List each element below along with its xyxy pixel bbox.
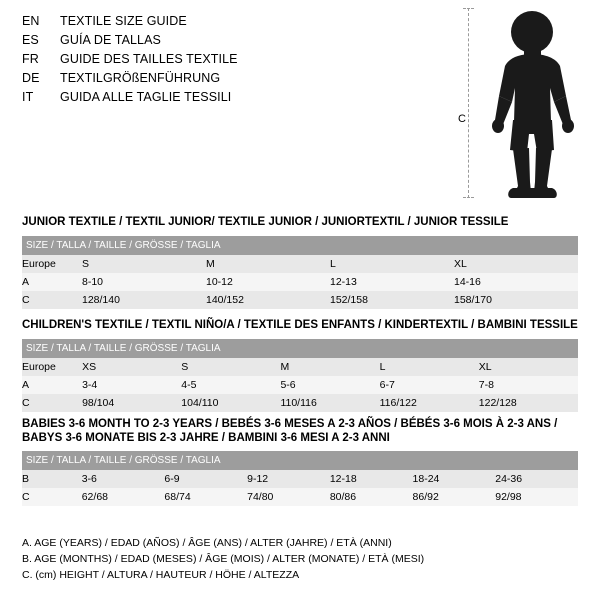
table-row (22, 255, 578, 273)
table-cell: 12-18 (330, 470, 413, 488)
table-cell: XS (82, 358, 181, 376)
language-title: GUIDA ALLE TAGLIE TESSILI (60, 90, 232, 104)
table-cell: 74/80 (247, 488, 330, 506)
measure-dashed-line (468, 8, 469, 198)
language-code: IT (22, 90, 34, 104)
table-cell: 6-7 (380, 376, 479, 394)
row-label: A (22, 273, 82, 291)
footnote-a: A. AGE (YEARS) / EDAD (AÑOS) / ÂGE (ANS) / ALTER (JAHRE) / ETÀ (ANNI) (22, 537, 392, 549)
table-cell: S (82, 255, 206, 273)
table-cell: L (330, 255, 454, 273)
language-title: TEXTILGRÖßENFÜHRUNG (60, 71, 221, 85)
table-cell: 10-12 (206, 273, 330, 291)
children-size-table (22, 339, 578, 412)
table-cell: 98/104 (82, 394, 181, 412)
language-title: GUIDE DES TAILLES TEXTILE (60, 52, 238, 66)
table-cell: 6-9 (164, 470, 247, 488)
section-title-babies (22, 417, 557, 445)
table-header-row (22, 339, 578, 358)
table-cell: 68/74 (164, 488, 247, 506)
language-code: ES (22, 33, 39, 47)
table-cell: 80/86 (330, 488, 413, 506)
language-row (22, 33, 442, 52)
table-row (22, 358, 578, 376)
language-title-block (22, 14, 442, 109)
language-title: TEXTILE SIZE GUIDE (60, 14, 187, 28)
language-title: GUÍA DE TALLAS (60, 33, 161, 47)
table-row (22, 470, 578, 488)
row-label: Europe (22, 358, 82, 376)
language-code: DE (22, 71, 40, 85)
table-cell: 152/158 (330, 291, 454, 309)
table-cell: M (280, 358, 379, 376)
table-cell: 62/68 (82, 488, 165, 506)
language-row (22, 52, 442, 71)
row-label: Europe (22, 255, 82, 273)
table-cell: M (206, 255, 330, 273)
table-cell: 4-5 (181, 376, 280, 394)
section-title-babies-line1: BABIES 3-6 MONTH TO 2-3 YEARS / BEBÉS 3-6 MESES A 2-3 AÑOS / BÉBÉS 3-6 MOIS À 2-3 ANS / (22, 418, 558, 430)
row-label: C (22, 394, 82, 412)
row-label: C (22, 488, 82, 506)
table-cell: 128/140 (82, 291, 206, 309)
table-cell: 5-6 (280, 376, 379, 394)
table-row (22, 394, 578, 412)
language-row (22, 90, 442, 109)
language-row (22, 71, 442, 90)
language-code: FR (22, 52, 39, 66)
table-cell: 24-36 (495, 470, 578, 488)
row-label: B (22, 470, 82, 488)
table-cell: 158/170 (454, 291, 578, 309)
footnote-b: B. AGE (MONTHS) / EDAD (MESES) / ÂGE (MOIS) / ALTER (MONATE) / ETÀ (MESI) (22, 553, 425, 565)
section-title-children: CHILDREN'S TEXTILE / TEXTIL NIÑO/A / TEXTILE DES ENFANTS / KINDERTEXTIL / BAMBINI TESSILE (22, 319, 578, 331)
table-cell: 110/116 (280, 394, 379, 412)
table-row (22, 376, 578, 394)
table-header-label: SIZE / TALLA / TAILLE / GRÖSSE / TAGLIA (22, 451, 578, 470)
babies-size-table (22, 451, 578, 506)
table-cell: 86/92 (413, 488, 496, 506)
footnotes-block (22, 535, 424, 583)
table-cell: L (380, 358, 479, 376)
table-cell: 7-8 (479, 376, 578, 394)
table-cell: 116/122 (380, 394, 479, 412)
table-cell: 122/128 (479, 394, 578, 412)
table-row (22, 273, 578, 291)
footnote-c: C. (cm) HEIGHT / ALTURA / HAUTEUR / HÖHE / ALTEZZA (22, 569, 300, 581)
table-cell: 3-4 (82, 376, 181, 394)
table-header-label: SIZE / TALLA / TAILLE / GRÖSSE / TAGLIA (22, 339, 578, 358)
height-measure-figure (455, 8, 585, 198)
table-row (22, 291, 578, 309)
table-cell: 8-10 (82, 273, 206, 291)
table-cell: 104/110 (181, 394, 280, 412)
measure-label-c: C (458, 113, 466, 125)
table-cell: 12-13 (330, 273, 454, 291)
table-cell: 18-24 (413, 470, 496, 488)
measure-tick-top (463, 8, 474, 9)
table-header-row (22, 451, 578, 470)
language-row (22, 14, 442, 33)
junior-size-table (22, 236, 578, 309)
table-cell: 9-12 (247, 470, 330, 488)
row-label: C (22, 291, 82, 309)
table-cell: S (181, 358, 280, 376)
language-code: EN (22, 14, 40, 28)
table-cell: XL (479, 358, 578, 376)
table-header-row (22, 236, 578, 255)
child-silhouette-icon (485, 10, 581, 200)
table-row (22, 488, 578, 506)
table-cell: XL (454, 255, 578, 273)
measure-tick-bottom (463, 197, 474, 198)
table-cell: 3-6 (82, 470, 165, 488)
section-title-babies-line2: BABYS 3-6 MONATE BIS 2-3 JAHRE / BAMBINI 3-6 MESI A 2-3 ANNI (22, 432, 390, 444)
section-title-junior: JUNIOR TEXTILE / TEXTIL JUNIOR/ TEXTILE JUNIOR / JUNIORTEXTIL / JUNIOR TESSILE (22, 216, 509, 228)
row-label: A (22, 376, 82, 394)
table-cell: 92/98 (495, 488, 578, 506)
table-header-label: SIZE / TALLA / TAILLE / GRÖSSE / TAGLIA (22, 236, 578, 255)
table-cell: 14-16 (454, 273, 578, 291)
table-cell: 140/152 (206, 291, 330, 309)
